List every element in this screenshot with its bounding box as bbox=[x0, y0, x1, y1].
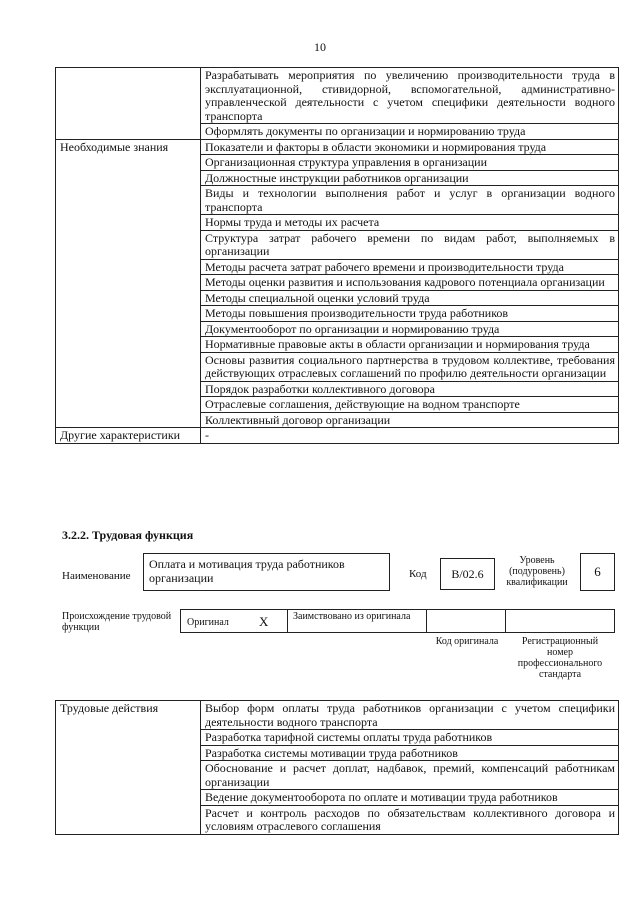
table-cell: Должностные инструкции работников организации bbox=[201, 170, 619, 186]
table-cell: Виды и технологии выполнения работ и услуг в организации водного транспорта bbox=[201, 186, 619, 215]
table-cell: Нормы труда и методы их расчета bbox=[201, 215, 619, 231]
table-cell: Разрабатывать мероприятия по увеличению производительности труда в эксплуатационной, стивидорной, вспомогательной, административно-управленческой деятельности с учетом специфики деятельности водного транспорта bbox=[201, 68, 619, 124]
borrowed-label: Заимствовано из оригинала bbox=[293, 611, 411, 622]
borrowed-cell bbox=[287, 609, 427, 633]
table-cell: Отраслевые соглашения, действующие на водном транспорте bbox=[201, 397, 619, 413]
table-cell: Методы оценки развития и использования кадрового потенциала организации bbox=[201, 275, 619, 291]
table-cell: Структура затрат рабочего времени по видам работ, выполняемых в организации bbox=[201, 230, 619, 259]
function-name-box bbox=[143, 553, 390, 591]
table-cell: Нормативные правовые акты в области организации и нормирования труда bbox=[201, 337, 619, 353]
original-label: Оригинал bbox=[187, 617, 229, 628]
function-code: B/02.6 bbox=[451, 567, 484, 581]
table-cell: Разработка тарифной системы оплаты труда работников bbox=[201, 730, 619, 746]
table-cell: Методы расчета затрат рабочего времени и производительности труда bbox=[201, 259, 619, 275]
table-cell: Документооборот по организации и нормированию труда bbox=[201, 321, 619, 337]
code-label: Код bbox=[409, 568, 427, 580]
row-label bbox=[56, 68, 201, 140]
table-row bbox=[56, 68, 619, 124]
level-value: 6 bbox=[594, 564, 601, 579]
orig-code-cell bbox=[427, 609, 506, 633]
table-cell: Основы развития социального партнерства в трудовом коллективе, требования действующих отраслевых соглашений по профилю деятельности организации bbox=[201, 352, 619, 381]
table-cell: - bbox=[201, 428, 619, 444]
origin-label: Происхождение трудовой функции bbox=[62, 611, 172, 633]
reg-number-cell bbox=[506, 609, 615, 633]
code-box bbox=[440, 558, 495, 590]
table-cell: Методы повышения производительности труда работников bbox=[201, 306, 619, 322]
table-cell: Организационная структура управления в организации bbox=[201, 155, 619, 171]
table-row bbox=[56, 701, 619, 730]
name-label: Наименование bbox=[62, 570, 131, 582]
table-row bbox=[56, 428, 619, 444]
row-label: Необходимые знания bbox=[56, 139, 201, 428]
actions-table bbox=[55, 700, 619, 835]
level-box bbox=[580, 553, 615, 591]
table-cell: Показатели и факторы в области экономики и нормирования труда bbox=[201, 139, 619, 155]
table-cell: Разработка системы мотивации труда работников bbox=[201, 745, 619, 761]
table-cell: Методы специальной оценки условий труда bbox=[201, 290, 619, 306]
table-cell: Оформлять документы по организации и нормированию труда bbox=[201, 124, 619, 140]
row-label: Трудовые действия bbox=[56, 701, 201, 835]
section-title: 3.2.2. Трудовая функция bbox=[62, 528, 194, 542]
original-cell bbox=[180, 609, 287, 633]
function-name: Оплата и мотивация труда работников организации bbox=[149, 557, 345, 585]
table-cell: Расчет и контроль расходов по обязательствам коллективного договора и условиям отраслевого соглашения bbox=[201, 805, 619, 834]
level-label: Уровень (подуровень) квалификации bbox=[506, 555, 568, 588]
orig-code-caption: Код оригинала bbox=[435, 636, 499, 647]
table-cell: Ведение документооборота по оплате и мотивации труда работников bbox=[201, 790, 619, 806]
table-cell: Обоснование и расчет доплат, надбавок, премий, компенсаций работникам организации bbox=[201, 761, 619, 790]
table-cell: Коллективный договор организации bbox=[201, 412, 619, 428]
table-row bbox=[56, 139, 619, 155]
knowledge-table bbox=[55, 67, 619, 444]
table-cell: Порядок разработки коллективного договора bbox=[201, 381, 619, 397]
row-label: Другие характеристики bbox=[56, 428, 201, 444]
original-mark: X bbox=[259, 614, 269, 629]
page-number: 10 bbox=[314, 40, 326, 54]
table-cell: Выбор форм оплаты труда работников организации с учетом специфики деятельности водного транспорта bbox=[201, 701, 619, 730]
reg-number-caption: Регистрационный номер профессионального стандарта bbox=[517, 636, 603, 680]
